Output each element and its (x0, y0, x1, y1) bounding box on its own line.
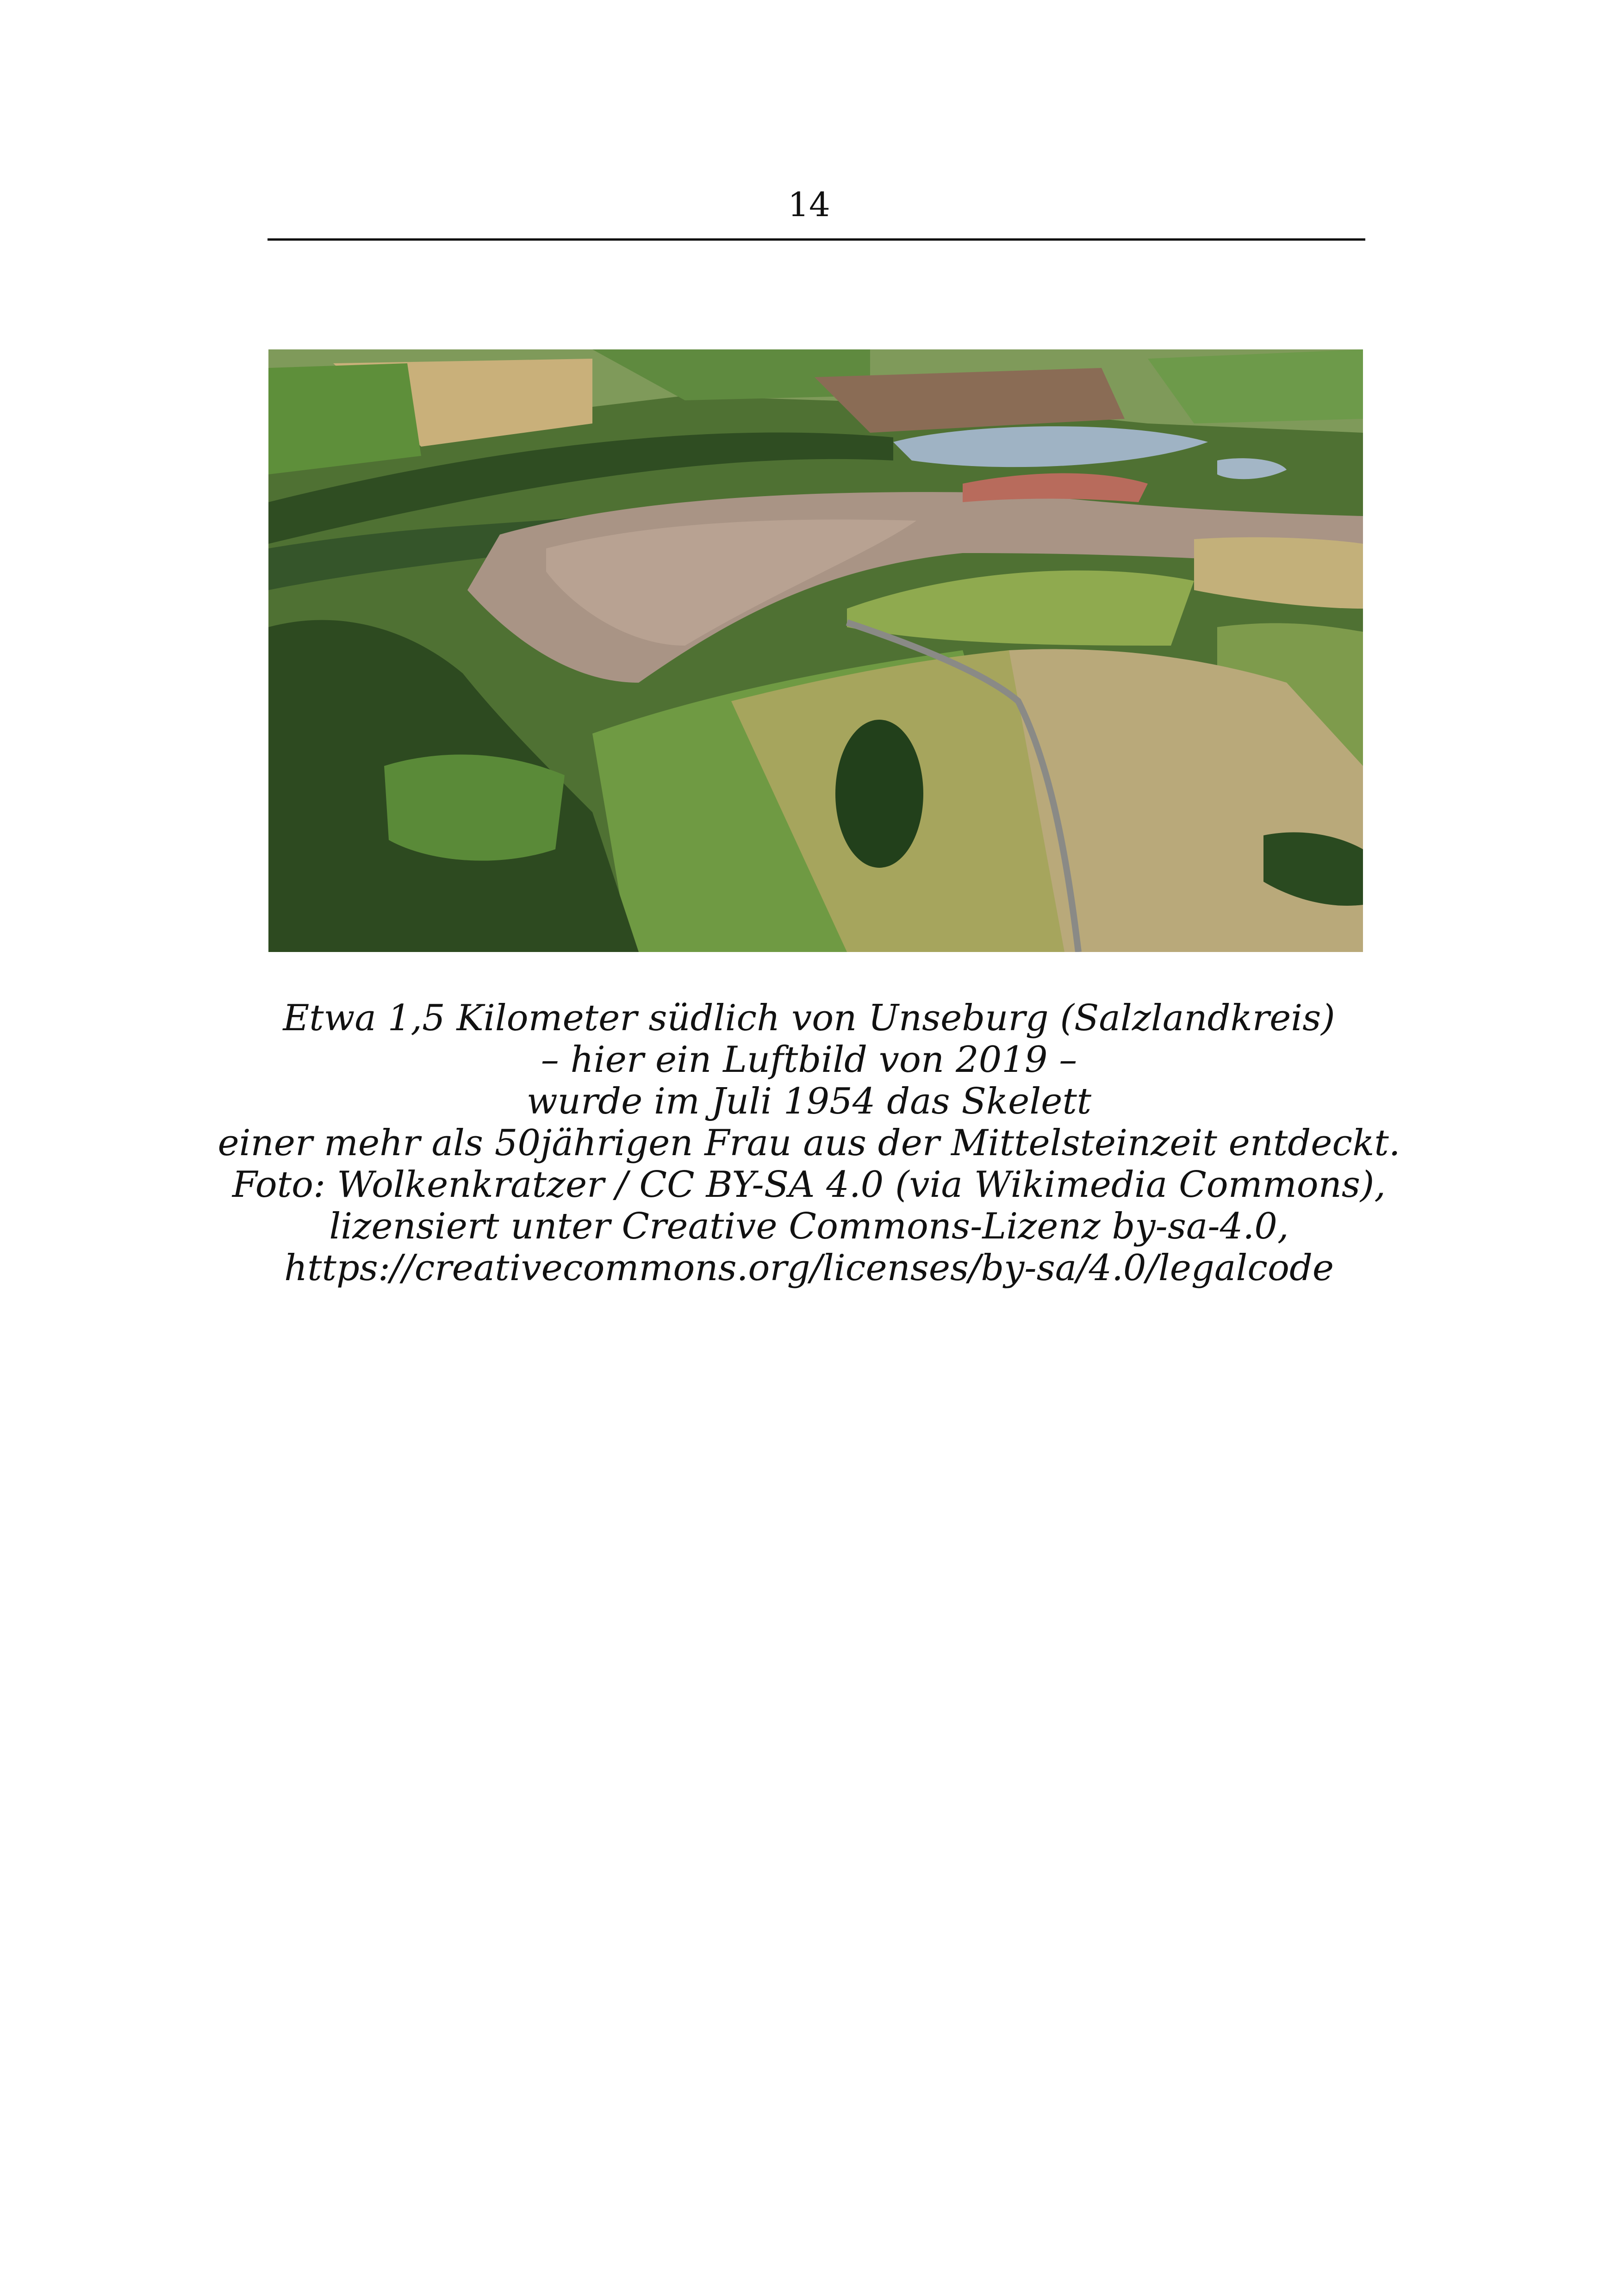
caption-line: – hier ein Luftbild von 2019 – (541, 1039, 1077, 1081)
figure-caption (139, 997, 1479, 1289)
page-number: 14 (788, 185, 830, 224)
caption-line: wurde im Juli 1954 das Skelett (526, 1081, 1092, 1122)
caption-line: einer mehr als 50jährigen Frau aus der Mittelsteinzeit entdeckt. (218, 1122, 1400, 1164)
caption-line: https://creativecommons.org/licenses/by-sa/4.0/legalcode (284, 1247, 1334, 1289)
header-rule (268, 238, 1365, 241)
caption-line: lizensiert unter Creative Commons-Lizenz by-sa-4.0, (329, 1206, 1289, 1247)
aerial-photo-icon (268, 349, 1363, 952)
caption-line: Foto: Wolkenkratzer / CC BY-SA 4.0 (via Wikimedia Commons), (232, 1164, 1386, 1206)
caption-line: Etwa 1,5 Kilometer südlich von Unseburg (Salzlandkreis) (283, 997, 1335, 1039)
aerial-photo (268, 349, 1363, 952)
